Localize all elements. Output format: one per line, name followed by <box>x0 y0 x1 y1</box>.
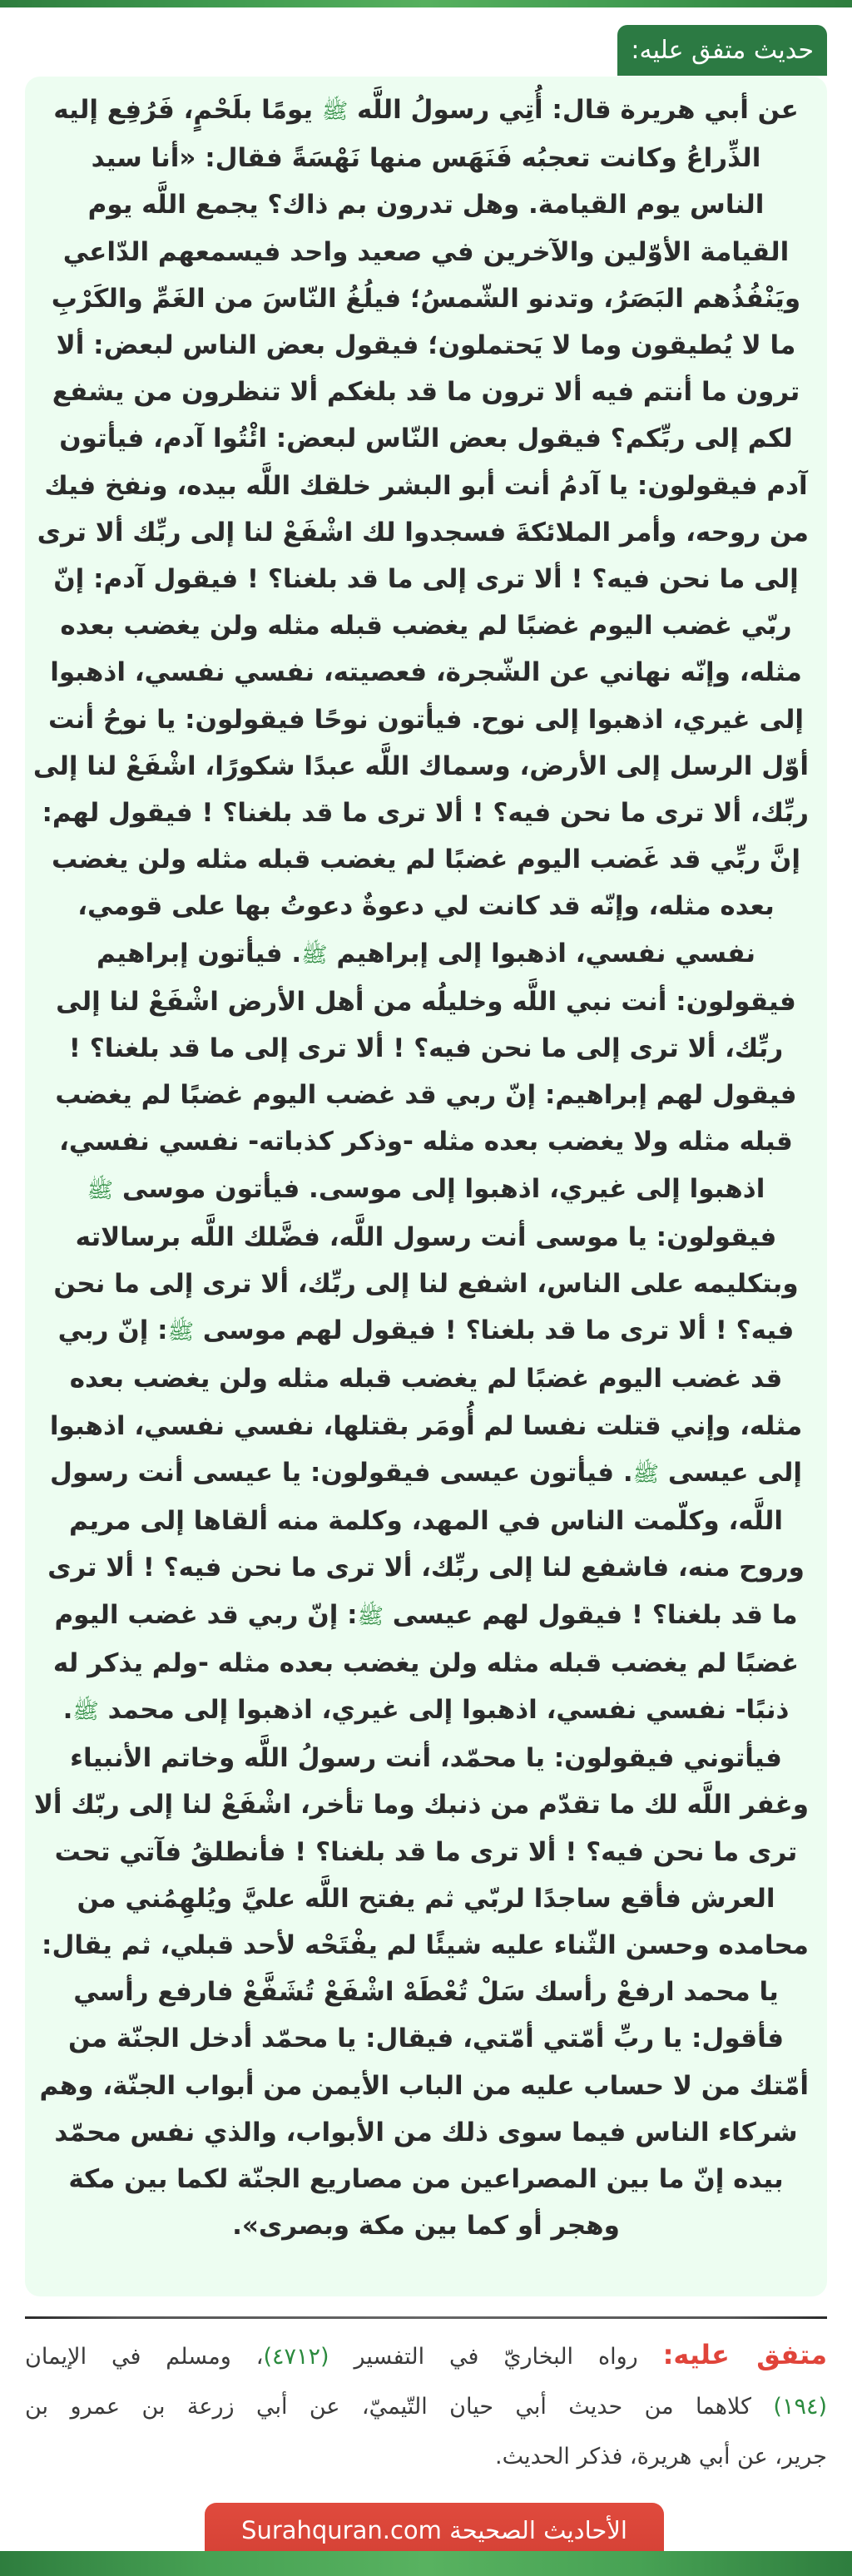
hadith-text-segment: ما قد بلغنا؟ ! فيقول لهم عيسى <box>384 1599 798 1630</box>
hadith-line <box>43 369 809 415</box>
salawat-icon: ﷺ <box>357 1603 384 1629</box>
hadith-body <box>32 87 809 2249</box>
hadith-line <box>43 883 809 929</box>
hadith-text-segment: . فيأتون عيسى فيقولون: يا عيسى أنت رسول <box>50 1457 633 1488</box>
hadith-text-segment: : إنّ ربي قد غضب اليوم <box>54 1599 358 1630</box>
hadith-text-segment: فيقولون: يا موسى أنت رسول اللَّه، فضَّلك اللَّه برسالاته <box>75 1221 777 1252</box>
source-text: رواه البخاريّ في التفسير <box>329 2344 663 2370</box>
hadith-text-segment: ترى ما نحن فيه؟ ! ألا ترى ما قد بلغنا؟ ! فأنطلقُ فآتي تحت <box>54 1836 798 1867</box>
section-title: حديث متفق عليه: <box>617 25 827 76</box>
source-text: كلاهما من حديث أبي حيان التّيميّ، عن أبي زرعة بن عمرو بن <box>25 2394 774 2420</box>
hadith-text-segment: ربِّك، ألا ترى إلى ما نحن فيه؟ ! ألا ترى إلى ما قد بلغنا؟ ! <box>68 1033 784 1064</box>
hadith-text-segment: وهجر أو كما بين مكة وبصرى». <box>232 2211 620 2242</box>
hadith-line <box>43 1072 809 1118</box>
hadith-line <box>43 1922 809 1969</box>
hadith-text-segment: أمّتك من لا حساب عليه من الباب الأيمن من أبواب الجنّة، وهم <box>39 2070 809 2101</box>
hadith-line <box>43 415 809 462</box>
hadith-line <box>43 1307 809 1355</box>
hadith-text-segment: إلى عيسى <box>659 1457 802 1488</box>
hadith-text-segment: مثله، وإنّه نهاني عن الشّجرة، فعصيته، نفسي نفسي، اذهبوا <box>50 657 802 688</box>
hadith-line <box>43 1640 809 1687</box>
hadith-line <box>43 1166 809 1214</box>
source-line-2 <box>25 2382 827 2432</box>
hadith-text-segment: بعده مثله، وإنّه قد كانت لي دعوةٌ دعوتُ بها على قومي، <box>77 891 775 922</box>
top-decorative-bar <box>0 0 852 7</box>
hadith-text-segment: . فيأتون إبراهيم <box>96 938 302 968</box>
divider <box>25 2316 827 2319</box>
hadith-text-segment: القيامة الأوّلين والآخرين في صعيد واحد فيسمعهم الدّاعي <box>62 236 790 267</box>
hadith-text-segment: : إنّ ربي <box>57 1315 168 1346</box>
hadith-text-segment: وروح منه، فاشفع لنا إلى ربِّك، ألا ترى ما نحن فيه؟ ! ألا ترى <box>47 1553 805 1583</box>
hadith-text-segment: يومًا بلَحْمٍ، فَرُفِع إليه <box>53 95 322 125</box>
hadith-line <box>43 87 809 135</box>
hadith-line <box>43 836 809 883</box>
hadith-text-segment: فيقولون: أنت نبي اللَّه وخليلُه من أهل الأرض اشْفَعْ لنا إلى <box>56 986 796 1017</box>
hadith-text-segment: محامده وحسن الثّناء عليه شيئًا لم يفْتَحْه لأحد قبلي، ثم يقال: <box>42 1930 809 1960</box>
hadith-line <box>43 181 809 228</box>
hadith-text-segment: وغفر اللَّه لك ما تقدّم من ذنبك وما تأخر، اشْفَعْ لنا إلى ربّك ألا <box>33 1790 809 1821</box>
hadith-text-segment: إلى ما نحن فيه؟ ! ألا ترى إلى ما قد بلغنا؟ ! فيقول آدم: إنّ <box>53 564 799 595</box>
salawat-icon: ﷺ <box>72 1698 99 1724</box>
hadith-line <box>43 1025 809 1072</box>
hadith-text-segment: اللَّه، وكلّمت الناس في المهد، وكلمة منه ألقاها إلى مريم <box>69 1506 783 1537</box>
hadith-line <box>43 135 809 181</box>
hadith-text-segment: إنَّ ربِّي قد غَضب اليوم غضبًا لم يغضب قبله مثله ولن يغضب <box>52 845 800 875</box>
hadith-text-segment: ويَنْفُذُهم البَصَرُ، وتدنو الشّمسُ؛ فيلُغُ النّاسَ من الغَمِّ والكَرْبِ <box>51 283 801 314</box>
hadith-text-segment: ما لا يُطيقون وما لا يَحتملون؛ فيقول بعض الناس لبعض: ألا <box>56 330 796 361</box>
hadith-text-segment: شركاء الناس فيما سوى ذلك من الأبواب، والذي نفس محمّد <box>54 2117 798 2147</box>
hadith-text-segment: آدم فيقولون: يا آدمُ أنت أبو البشر خلقك اللَّه بيده، ونفخ فيك <box>44 470 808 501</box>
hadith-line <box>32 743 809 790</box>
salawat-icon: ﷺ <box>167 1320 194 1345</box>
source-line-3: جرير، عن أبي هريرة، فذكر الحديث. <box>495 2444 827 2469</box>
hadith-line <box>43 1687 809 1735</box>
hadith-text-segment: عن أبي هريرة قال: أُتِي رسولُ اللَّه <box>348 95 799 125</box>
hadith-text-segment: إلى غيري، اذهبوا إلى نوح. فيأتون نوحًا فيقولون: يا نوحُ أنت <box>47 704 805 735</box>
hadith-line <box>43 2156 809 2202</box>
hadith-line <box>43 1735 809 1781</box>
source-citation <box>25 2330 827 2482</box>
site-link-button[interactable]: الأحاديث الصحيحة Surahquran.com <box>205 2503 664 2576</box>
salawat-icon: ﷺ <box>321 99 349 124</box>
source-line-1 <box>25 2330 827 2382</box>
bukhari-number: (٤٧١٢) <box>263 2344 329 2370</box>
hadith-line <box>43 1118 809 1165</box>
hadith-line <box>43 1544 809 1591</box>
hadith-line <box>43 1592 809 1640</box>
hadith-text-segment: نفسي نفسي، اذهبوا إلى إبراهيم <box>327 938 755 968</box>
hadith-text-segment: من روحه، وأمر الملائكةَ فسجدوا لك اشْفَعْ لنا إلى ربِّك ألا ترى <box>37 517 809 547</box>
hadith-line <box>43 463 809 509</box>
hadith-line <box>43 556 809 602</box>
source-label: متفق عليه: <box>662 2339 828 2370</box>
hadith-text-segment: الناس يوم القيامة. وهل تدرون بم ذاك؟ يجمع اللَّه يوم <box>87 190 765 220</box>
hadith-text-segment: فيقول لهم إبراهيم: إنّ ربي قد غضب اليوم غضبًا لم يغضب <box>55 1080 797 1111</box>
hadith-line <box>43 1214 809 1261</box>
hadith-line <box>43 1498 809 1544</box>
hadith-text-segment: . <box>62 1694 73 1725</box>
hadith-text-box <box>25 77 827 2296</box>
hadith-line <box>43 790 809 836</box>
hadith-text-segment: فأقول: يا ربِّ أمّتي أمّتي، فيقال: يا محمّد أدخل الجنّة من <box>67 2024 785 2054</box>
hadith-line <box>43 649 809 696</box>
hadith-text-segment: أوّل الرسل إلى الأرض، وسماك اللَّه عبدًا شكورًا، اشْفَعْ لنا إلى <box>32 751 809 781</box>
hadith-line <box>43 1969 809 2015</box>
hadith-text-segment: وبتكليمه على الناس، اشفع لنا إلى ربِّك، ألا ترى إلى ما نحن <box>53 1269 799 1300</box>
hadith-line <box>43 1449 809 1498</box>
hadith-line <box>43 1261 809 1307</box>
hadith-line <box>43 2202 809 2249</box>
hadith-line <box>43 2109 809 2156</box>
hadith-text-segment: ترون ما أنتم فيه ألا ترون ما قد بلغكم ألا تنظرون من يشفع <box>52 377 800 408</box>
hadith-line <box>43 2015 809 2062</box>
hadith-text-segment: فيأتوني فيقولون: يا محمّد، أنت رسولُ اللَّه وخاتم الأنبياء <box>70 1743 782 1774</box>
hadith-line <box>43 1829 809 1875</box>
hadith-text-segment: مثله، وإني قتلت نفسا لم أُومَر بقتلها، نفسي نفسي، اذهبوا <box>49 1410 803 1441</box>
hadith-text-segment: قبله مثله ولا يغضب بعده مثله -وذكر كذباته- نفسي نفسي، <box>59 1127 793 1157</box>
hadith-line <box>43 275 809 322</box>
hadith-text-segment: ربّي غضب اليوم غضبًا لم يغضب قبله مثله ولن يغضب بعده <box>60 611 792 642</box>
hadith-line <box>43 1875 809 1922</box>
source-text: ، ومسلم في الإيمان <box>25 2344 264 2370</box>
hadith-line <box>33 1781 809 1828</box>
hadith-text-segment: ربِّك، ألا ترى ما نحن فيه؟ ! ألا ترى ما قد بلغنا؟ ! فيقول لهم: <box>42 798 809 829</box>
hadith-line <box>43 930 809 978</box>
muslim-number: (١٩٤) <box>773 2394 827 2420</box>
hadith-text-segment: فيه؟ ! ألا ترى ما قد بلغنا؟ ! فيقول لهم موسى <box>193 1315 795 1346</box>
hadith-line <box>43 1355 809 1402</box>
hadith-text-segment: قد غضب اليوم غضبًا لم يغضب قبله مثله ولن يغضب بعده <box>69 1364 783 1395</box>
hadith-line <box>37 509 809 556</box>
hadith-text-segment: الذِّراعُ وكانت تعجبُه فَنَهَس منها نَهْسَةً فقال: «أنا سيد <box>91 143 761 174</box>
hadith-text-segment: اذهبوا إلى غيري، اذهبوا إلى موسى. فيأتون موسى <box>113 1173 765 1204</box>
hadith-line <box>43 696 809 743</box>
hadith-line <box>43 978 809 1025</box>
hadith-text-segment: لكم إلى ربِّكم؟ فيقول بعض النّاس لبعض: ائْتُوا آدم، فيأتون <box>59 424 793 454</box>
hadith-line <box>39 2063 809 2109</box>
salawat-icon: ﷺ <box>632 1461 660 1487</box>
hadith-text-segment: يا محمد ارفعْ رأسك سَلْ تُعْطَهْ اشْفَعْ تُشَفَّعْ فارفع رأسي <box>73 1977 779 2008</box>
hadith-line <box>43 322 809 369</box>
salawat-icon: ﷺ <box>87 1177 114 1203</box>
bottom-decorative-bar <box>0 2551 852 2576</box>
hadith-line <box>43 602 809 649</box>
hadith-text-segment: ذنبًا- نفسي نفسي، اذهبوا إلى غيري، اذهبوا إلى محمد <box>98 1694 790 1725</box>
hadith-line <box>43 1403 809 1449</box>
salawat-icon: ﷺ <box>301 942 328 968</box>
hadith-text-segment: غضبًا لم يغضب قبله مثله ولن يغضب بعده مثله -ولم يذكر له <box>52 1647 800 1678</box>
hadith-line <box>43 229 809 275</box>
hadith-text-segment: بيده إنّ ما بين المصراعين من مصاريع الجنّة لكما بين مكة <box>68 2163 784 2194</box>
hadith-text-segment: العرش فأقع ساجدًا لربّي ثم يفتح اللَّه عليَّ ويُلهِمُني من <box>77 1883 775 1914</box>
